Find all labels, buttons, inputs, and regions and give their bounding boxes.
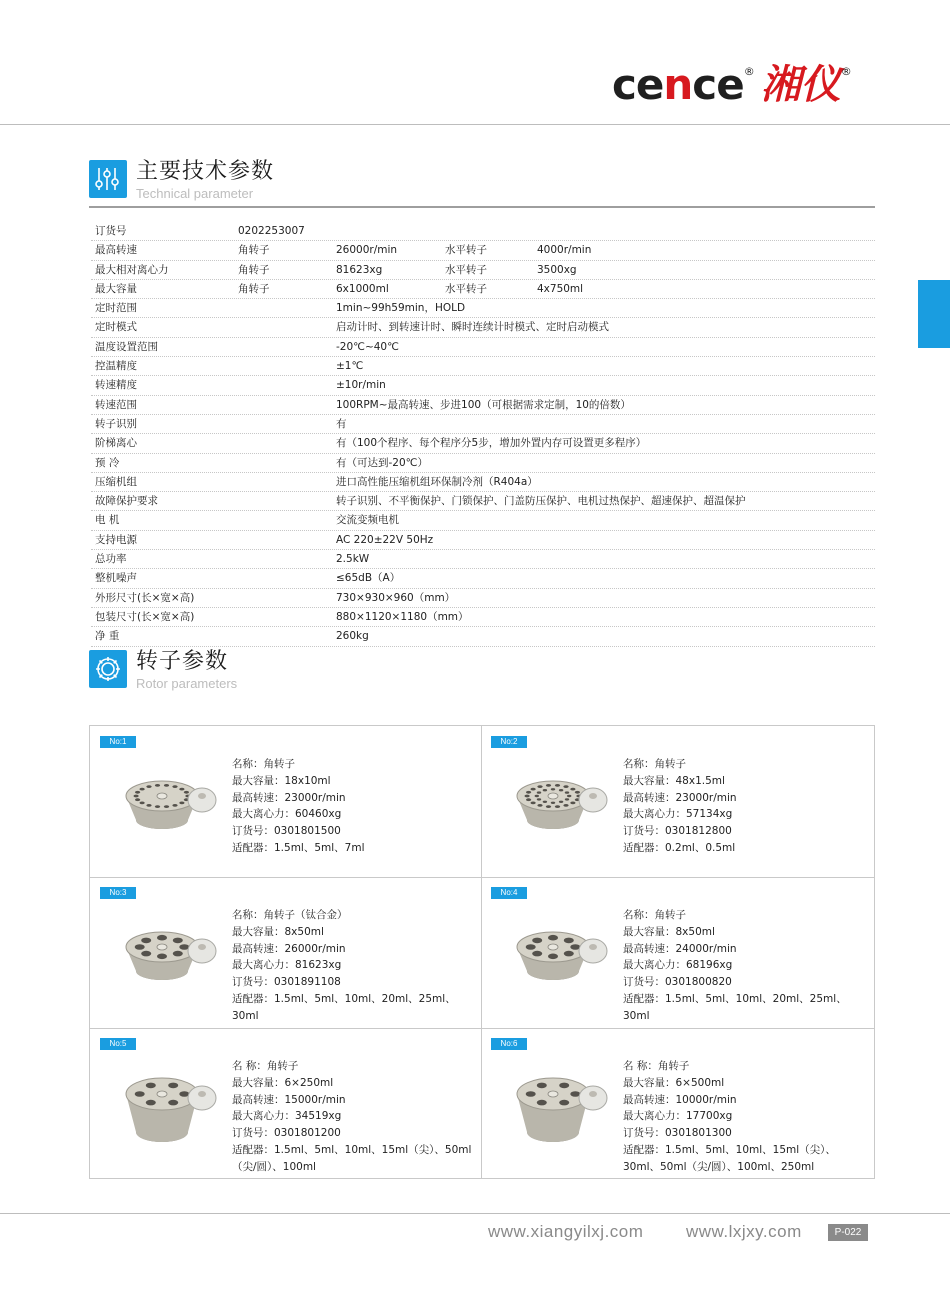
footer-url-2[interactable]: www.lxjxy.com <box>686 1222 802 1241</box>
rotor-spec-line: 最大离心力：17700xg <box>623 1110 733 1123</box>
section-title-rotor: 转子参数 <box>136 649 229 674</box>
spec-row <box>91 299 875 318</box>
spec-value: 有（100个程序、每个程序分5步，增加外置内存可设置更多程序） <box>336 437 647 450</box>
rotor-info <box>623 756 868 857</box>
rotor-spec-line: 最高转速：15000r/min <box>232 1093 346 1106</box>
rotor-image <box>511 756 611 840</box>
spec-label: 故障保护要求 <box>95 495 158 508</box>
rotor-card <box>90 877 481 1028</box>
registered-mark: ® <box>743 65 755 78</box>
rotor-spec-line: 最大容量：6×500ml <box>623 1076 725 1089</box>
footer-divider <box>0 1213 950 1214</box>
rotor-spec-line: 最大离心力：57134xg <box>623 808 733 821</box>
spec-label: 电 机 <box>95 514 120 527</box>
logo-chinese: 湘仪 <box>760 61 841 108</box>
rotor-image <box>120 756 220 840</box>
rotor-number-badge: No:3 <box>100 887 136 899</box>
spec-value: 角转子 <box>238 282 270 295</box>
rotor-spec-line: 名称：角转子 <box>232 758 295 770</box>
rotor-image <box>120 907 220 991</box>
spec-row <box>91 280 875 299</box>
rotor-spec-line: 最高转速：10000r/min <box>623 1093 737 1106</box>
spec-label: 转速范围 <box>95 398 137 411</box>
spec-label: 支持电源 <box>95 533 137 546</box>
spec-value: AC 220±22V 50Hz <box>336 533 434 546</box>
rotor-info <box>623 907 868 1025</box>
rotor-spec-line: 最大离心力：34519xg <box>232 1110 342 1123</box>
spec-value: 交流变频电机 <box>336 514 399 527</box>
rotor-spec-line: 订货号：0301801300 <box>623 1127 732 1140</box>
spec-label: 外形尺寸(长×宽×高) <box>95 591 195 604</box>
rotor-spec-line: 名称：角转子（钛合金） <box>232 909 348 921</box>
spec-label: 阶梯离心 <box>95 437 137 450</box>
section-rule <box>89 206 875 208</box>
spec-row <box>91 627 875 646</box>
spec-value: ±1℃ <box>336 360 364 373</box>
spec-value: 角转子 <box>238 244 270 257</box>
rotor-card <box>481 1028 872 1179</box>
spec-label: 预 冷 <box>95 456 120 469</box>
rotor-spec-line: 适配器：1.5ml、5ml、10ml、20ml、25ml、30ml <box>623 992 847 1022</box>
spec-value: 3500xg <box>537 263 577 276</box>
spec-label: 净 重 <box>95 630 120 643</box>
spec-value: 角转子 <box>238 263 270 276</box>
brand-logo <box>612 60 852 110</box>
section-subtitle-rotor: Rotor parameters <box>136 676 238 691</box>
spec-row <box>91 550 875 569</box>
spec-value: 转子识别、不平衡保护、门锁保护、门盖防压保护、电机过热保护、超速保护、超温保护 <box>336 495 746 508</box>
footer-url-1[interactable]: www.xiangyilxj.com <box>488 1222 644 1241</box>
spec-value: ±10r/min <box>336 379 386 392</box>
rotor-spec-line: 最大容量：18x10ml <box>232 774 331 787</box>
spec-value: 进口高性能压缩机组环保制冷剂（R404a） <box>336 475 538 488</box>
rotor-info <box>623 1058 868 1176</box>
spec-row <box>91 454 875 473</box>
spec-value: 0202253007 <box>238 225 305 237</box>
spec-label: 温度设置范围 <box>95 340 158 353</box>
rotor-spec-line: 最高转速：23000r/min <box>623 791 737 804</box>
rotor-spec-line: 名 称：角转子 <box>623 1060 690 1072</box>
spec-value: 水平转子 <box>445 244 487 257</box>
spec-value: 81623xg <box>336 263 383 276</box>
rotor-spec-line: 最大容量：48x1.5ml <box>623 774 725 787</box>
spec-value: 730×930×960（mm） <box>336 591 456 604</box>
spec-value: 启动计时、到转速计时、瞬时连续计时模式、定时启动模式 <box>336 321 609 334</box>
spec-row <box>91 222 875 241</box>
spec-label: 控温精度 <box>95 360 137 373</box>
rotor-spec-line: 适配器：0.2ml、0.5ml <box>623 841 736 854</box>
spec-label: 包装尺寸(长×宽×高) <box>95 610 195 623</box>
logo-wordmark: cence <box>612 60 744 109</box>
rotor-image <box>120 1058 220 1142</box>
rotor-image <box>511 1058 611 1142</box>
spec-row <box>91 531 875 550</box>
rotor-number-badge: No:5 <box>100 1038 136 1050</box>
rotor-spec-line: 订货号：0301801200 <box>232 1127 341 1140</box>
spec-value: 有（可达到-20℃） <box>336 456 428 469</box>
spec-row <box>91 415 875 434</box>
spec-row <box>91 357 875 376</box>
spec-label: 整机噪声 <box>95 572 137 585</box>
spec-row <box>91 376 875 395</box>
spec-label: 总功率 <box>95 553 127 566</box>
rotor-spec-line: 名称：角转子 <box>623 758 686 770</box>
spec-row <box>91 241 875 260</box>
rotor-spec-line: 最大容量：8x50ml <box>623 925 715 938</box>
spec-row <box>91 608 875 627</box>
section-subtitle-technical: Technical parameter <box>136 186 254 201</box>
spec-value: ≤65dB（A） <box>336 572 401 585</box>
rotor-spec-line: 最大离心力：68196xg <box>623 959 733 972</box>
rotor-spec-line: 最高转速：23000r/min <box>232 791 346 804</box>
rotor-number-badge: No:1 <box>100 736 136 748</box>
rotor-number-badge: No:4 <box>491 887 527 899</box>
spec-label: 定时范围 <box>95 302 137 315</box>
spec-value: 2.5kW <box>336 553 370 566</box>
spec-row <box>91 569 875 588</box>
rotor-spec-line: 最大容量：6×250ml <box>232 1076 334 1089</box>
rotor-spec-line: 最高转速：26000r/min <box>232 942 346 955</box>
sliders-icon <box>89 160 127 198</box>
rotor-spec-line: 订货号：0301800820 <box>623 976 732 989</box>
registered-mark-2: ® <box>840 65 852 78</box>
rotor-number-badge: No:2 <box>491 736 527 748</box>
page-number: P-022 <box>828 1224 868 1241</box>
spec-value: 4x750ml <box>537 282 584 295</box>
rotor-spec-line: 订货号：0301801500 <box>232 825 341 838</box>
spec-row <box>91 318 875 337</box>
spec-table <box>91 222 875 647</box>
spec-label: 转速精度 <box>95 379 137 392</box>
spec-label: 订货号 <box>95 225 127 237</box>
rotor-spec-line: 最大离心力：81623xg <box>232 959 342 972</box>
spec-row <box>91 338 875 357</box>
spec-row <box>91 261 875 280</box>
header-divider <box>0 124 950 125</box>
rotor-spec-line: 适配器：1.5ml、5ml、10ml、15ml（尖）、50ml（尖/圆）、100ml <box>232 1143 472 1173</box>
spec-label: 最高转速 <box>95 244 137 257</box>
spec-row <box>91 589 875 608</box>
spec-value: 1min~99h59min，HOLD <box>336 302 466 315</box>
spec-label: 压缩机组 <box>95 475 137 488</box>
spec-label: 定时模式 <box>95 321 137 334</box>
spec-value: -20℃~40℃ <box>336 340 399 353</box>
rotor-grid <box>89 725 875 1179</box>
spec-label: 最大容量 <box>95 282 137 295</box>
rotor-card <box>90 726 481 877</box>
spec-row <box>91 434 875 453</box>
spec-value: 26000r/min <box>336 244 398 257</box>
rotor-info <box>232 907 477 1025</box>
spec-row <box>91 396 875 415</box>
rotor-spec-line: 最大离心力：60460xg <box>232 808 342 821</box>
spec-value: 水平转子 <box>445 263 487 276</box>
spec-row <box>91 492 875 511</box>
rotor-number-badge: No:6 <box>491 1038 527 1050</box>
spec-label: 最大相对离心力 <box>95 263 169 276</box>
rotor-info <box>232 1058 477 1176</box>
rotor-spec-line: 订货号：0301812800 <box>623 825 732 838</box>
rotor-spec-line: 名称：角转子 <box>623 909 686 921</box>
section-title-technical: 主要技术参数 <box>136 159 275 184</box>
rotor-spec-line: 适配器：1.5ml、5ml、7ml <box>232 841 365 854</box>
rotor-spec-line: 订货号：0301891108 <box>232 976 341 989</box>
rotor-image <box>511 907 611 991</box>
spec-value: 880×1120×1180（mm） <box>336 610 469 623</box>
gear-icon <box>89 650 127 688</box>
spec-row <box>91 473 875 492</box>
spec-value: 100RPM~最高转速、步进100（可根据需求定制，10的倍数） <box>336 398 631 411</box>
rotor-spec-line: 名 称：角转子 <box>232 1060 299 1072</box>
side-tab-marker <box>918 280 950 348</box>
spec-value: 260kg <box>336 630 369 643</box>
rotor-spec-line: 最高转速：24000r/min <box>623 942 737 955</box>
rotor-card <box>481 877 872 1028</box>
spec-label: 转子识别 <box>95 417 137 430</box>
rotor-spec-line: 最大容量：8x50ml <box>232 925 324 938</box>
spec-value: 有 <box>336 417 347 430</box>
rotor-spec-line: 适配器：1.5ml、5ml、10ml、15ml（尖）、30ml、50ml（尖/圆）、100ml、250ml <box>623 1143 836 1173</box>
spec-row <box>91 511 875 530</box>
rotor-spec-line: 适配器：1.5ml、5ml、10ml、20ml、25ml、30ml <box>232 992 456 1022</box>
spec-value: 4000r/min <box>537 244 592 257</box>
spec-value: 6x1000ml <box>336 282 389 295</box>
rotor-card <box>90 1028 481 1179</box>
spec-value: 水平转子 <box>445 282 487 295</box>
rotor-card <box>481 726 872 877</box>
rotor-info <box>232 756 477 857</box>
